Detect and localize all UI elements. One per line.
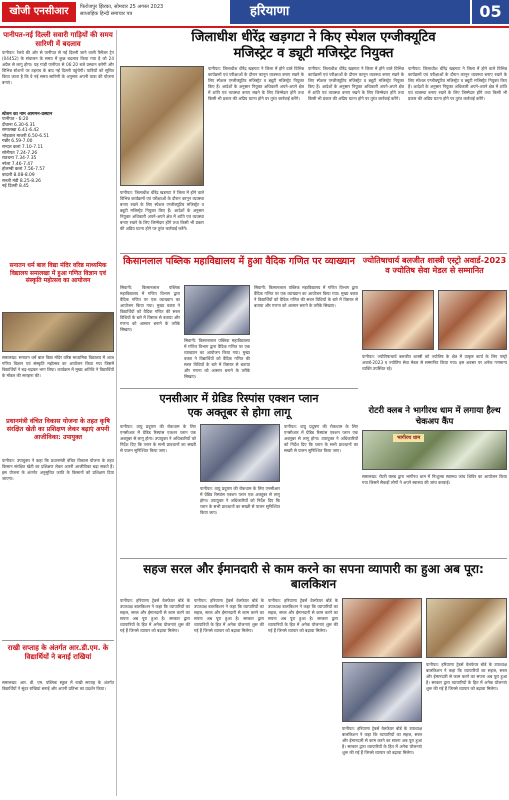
timetable-row: राठधना 7.34-7.35 <box>2 156 37 162</box>
ncr-body-col2: पानीपत: वायु प्रदूषण की रोकथाम के लिए एनसीआर में ग्रेडिड रिस्पांस एक्शन प्लान एक अक्तूबर से लागू होगा। उपायुक्त ने अधिकारियों को निर्देश दिए कि प्लान के सभी प्रावधानों का सख्ती से पालन सुनिश्चित किया जाए। <box>200 486 280 515</box>
main-story <box>120 30 507 62</box>
ncr-headline-line1: एनसीआर में ग्रेडिड रिस्पांस एक्शन प्लान <box>159 392 319 405</box>
timetable-row: पानीपत - 6:20 <box>2 117 29 122</box>
bottom-photo-1 <box>342 598 422 658</box>
story-pm-scheme <box>2 418 114 441</box>
main-headline-line1: जिलाधीश धीरेंद्र खड़गटा ने किए स्पेशल एग्जीक्यूटिव <box>191 30 436 45</box>
timetable-row: भोड़वाल माजरी 6.50-6.51 <box>2 133 50 139</box>
divider <box>120 253 507 254</box>
rakhi-headline: राखी सप्ताह के अंतर्गत आर.डी.एम. के विद्यार्थियों ने बनाई राखियां <box>7 644 109 661</box>
timetable-row: सब्जी मंडी 8.25-8.26 <box>2 178 41 184</box>
pm-scheme-headline: प्रधानमंत्री वंचित विकास योजना के तहत कृषि संरक्षित खेती का प्रशिक्षण लेकर बढ़ाएं अपनी आजीविका: उपायुक्त <box>6 418 110 441</box>
rotary-story <box>362 406 507 427</box>
main-headline-line2: मजिस्ट्रेट व ड्यूटी मजिस्ट्रेट नियुक्त <box>233 46 394 61</box>
timetable-title: स्टेशन का नाम आगमन-प्रस्थान <box>2 112 53 117</box>
college-headline: किसानलाल पब्लिक महाविद्यालय में हुआ वैदिक गणित पर व्याख्यान <box>123 256 355 267</box>
masthead <box>0 0 509 28</box>
pm-scheme-body: पानीपत: उपायुक्त ने कहा कि प्रधानमंत्री वंचित विकास योजना के तहत किसान संरक्षित खेती का प्रशिक्षण लेकर अपनी आजीविका बढ़ा सकते हैं। इस योजना के अंतर्गत अनुसूचित जाति के किसानों को प्रशिक्षण दिया जाएगा। <box>2 458 114 481</box>
masthead-rule <box>0 26 509 28</box>
college-body-col3: सिवानी: किसानलाल पब्लिक महाविद्यालय में गणित विभाग द्वारा वैदिक गणित पर एक व्याख्यान का आयोजन किया गया। मुख्य वक्ता ने विद्यार्थियों को वैदिक गणित की सरल विधियों के बारे में विस्तार से बताया और गणना को आसान बनाने के तरीके सिखाए। <box>184 338 250 379</box>
main-story-body-col3: पानीपत: जिलाधीश धीरेंद्र खड़गटा ने जिला में होने वाले विभिन्न कार्यक्रमों एवं परीक्षाओं के दौरान कानून व्यवस्था बनाए रखने के लिए स्पेशल एग्जीक्यूटिव मजिस्ट्रेट व ड्यूटी मजिस्ट्रेट नियुक्त किए हैं। आदेशों के अनुसार नियुक्त अधिकारी अपने-अपने क्षेत्र में शांति एवं व्यवस्था बनाए रखने के लिए जिम्मेदार होंगे तथा किसी भी प्रकार की अप्रिय घटना होने पर तुरंत कार्रवाई करेंगे। <box>308 66 404 101</box>
ncr-headline <box>120 392 358 420</box>
paper-name: खोजी एनसीआर <box>2 2 76 22</box>
divider <box>2 640 114 641</box>
ncr-body-col1: पानीपत: वायु प्रदूषण की रोकथाम के लिए एनसीआर में ग्रेडिड रिस्पांस एक्शन प्लान एक अक्तूबर से लागू होगा। उपायुक्त ने अधिकारियों को निर्देश दिए कि प्लान के सभी प्रावधानों का सख्ती से पालन सुनिश्चित किया जाए। <box>120 424 196 453</box>
award-photo-2 <box>438 290 507 350</box>
timetable-row: गन्नौर 6.59-7.00 <box>2 139 33 145</box>
ncr-meeting-photo <box>200 424 280 482</box>
paper-type-text: साप्ताहिक हिन्दी समाचार पत्र <box>80 11 133 17</box>
school-event-photo <box>2 312 114 352</box>
school-body: समालखा: सनातन धर्म बाल विद्या मंदिर वरिष्ठ माध्यमिक विद्यालय में आज गणित विज्ञान एवं संस्कृति महोत्सव का आयोजन किया गया जिसमें विद्यार्थियों ने बढ़-चढ़कर भाग लिया। कार्यक्रम में मुख्य अतिथि ने विद्यार्थियों के मॉडल की सराहना की। <box>2 355 114 378</box>
college-photo <box>184 285 250 335</box>
timetable-row: दीवाना 6.30-6.31 <box>2 122 36 128</box>
main-story-body-col4: पानीपत: जिलाधीश धीरेंद्र खड़गटा ने जिला में होने वाले विभिन्न कार्यक्रमों एवं परीक्षाओं के दौरान कानून व्यवस्था बनाए रखने के लिए स्पेशल एग्जीक्यूटिव मजिस्ट्रेट व ड्यूटी मजिस्ट्रेट नियुक्त किए हैं। आदेशों के अनुसार नियुक्त अधिकारी अपने-अपने क्षेत्र में शांति एवं व्यवस्था बनाए रखने के लिए जिम्मेदार होंगे तथा किसी भी प्रकार की अप्रिय घटना होने पर तुरंत कार्रवाई करेंगे। <box>408 66 507 101</box>
ncr-body-col3: पानीपत: वायु प्रदूषण की रोकथाम के लिए एनसीआर में ग्रेडिड रिस्पांस एक्शन प्लान एक अक्तूबर से लागू होगा। उपायुक्त ने अधिकारियों को निर्देश दिए कि प्लान के सभी प्रावधानों का सख्ती से पालन सुनिश्चित किया जाए। <box>284 424 358 453</box>
bottom-story <box>120 562 507 592</box>
timetable-row: सन्दल कलां 7.10-7.11 <box>2 144 44 150</box>
date-line <box>80 4 200 18</box>
bottom-photo-2 <box>426 598 507 658</box>
timetable-row: नई दिल्ली 8.45 <box>2 184 29 190</box>
main-story-photo <box>120 66 204 186</box>
award-story <box>362 256 507 276</box>
main-headline <box>120 30 507 62</box>
story-school <box>2 262 114 285</box>
rakhi-body: समालखा: आर. डी. एम. पब्लिक स्कूल में राखी सप्ताह के अंतर्गत विद्यार्थियों ने सुंदर राखियां बनाई और अपनी प्रतिभा का प्रदर्शन किया। <box>2 680 114 691</box>
college-body-col1: सिवानी: किसानलाल पब्लिक महाविद्यालय में गणित विभाग द्वारा वैदिक गणित पर एक व्याख्यान का आयोजन किया गया। मुख्य वक्ता ने विद्यार्थियों को वैदिक गणित की सरल विधियों के बारे में विस्तार से बताया और गणना को आसान बनाने के तरीके सिखाए। <box>120 285 180 332</box>
school-headline: सनातन धर्म बाल विद्या मंदिर वरिष्ठ माध्यमिक विद्यालय समालखा में हुआ गणित विज्ञान एवं संस्कृति महोत्सव का आयोजन <box>9 262 107 284</box>
rotary-body: समालखा: रोटरी क्लब द्वारा भागीरथ धाम में निःशुल्क स्वास्थ्य जांच शिविर का आयोजन किया गया जिसमें सैकड़ों लोगों ने अपने स्वास्थ्य की जांच करवाई। <box>362 474 507 485</box>
timetable-row: बादली 8.08-8.09 <box>2 172 35 178</box>
timetable-row: सोनीपत 7.24-7.26 <box>2 150 38 156</box>
left-headline-timetable: पानीपत-नई दिल्ली सवारी गाड़ियों की समय सारिणी में बदलाव <box>3 31 113 48</box>
rotary-camp-photo <box>362 430 507 470</box>
main-story-body-col2: पानीपत: जिलाधीश धीरेंद्र खड़गटा ने जिला में होने वाले विभिन्न कार्यक्रमों एवं परीक्षाओं के दौरान कानून व्यवस्था बनाए रखने के लिए स्पेशल एग्जीक्यूटिव मजिस्ट्रेट व ड्यूटी मजिस्ट्रेट नियुक्त किए हैं। आदेशों के अनुसार नियुक्त अधिकारी अपने-अपने क्षेत्र में शांति एवं व्यवस्था बनाए रखने के लिए जिम्मेदार होंगे तथा किसी भी प्रकार की अप्रिय घटना होने पर तुरंत कार्रवाई करेंगे। <box>208 66 304 101</box>
rotary-banner: भागीरथ धाम <box>393 434 424 442</box>
column-divider <box>116 30 117 796</box>
timetable-row: नरेला 7.46-7.47 <box>2 161 33 167</box>
page-number: 05 <box>472 0 509 24</box>
main-story-body-col1: पानीपत: जिलाधीश धीरेंद्र खड़गटा ने जिला में होने वाले विभिन्न कार्यक्रमों एवं परीक्षाओं के दौरान कानून व्यवस्था बनाए रखने के लिए स्पेशल एग्जीक्यूटिव मजिस्ट्रेट व ड्यूटी मजिस्ट्रेट नियुक्त किए हैं। आदेशों के अनुसार नियुक्त अधिकारी अपने-अपने क्षेत्र में शांति एवं व्यवस्था बनाए रखने के लिए जिम्मेदार होंगे तथा किसी भी प्रकार की अप्रिय घटना होने पर तुरंत कार्रवाई करेंगे। <box>120 190 204 231</box>
bottom-body-col4: पानीपत: हरियाणा ट्रेडर्स वेलफेयर बोर्ड के उपाध्यक्ष बालकिशन ने कहा कि व्यापारियों का सहज, सरल और ईमानदारी से काम करने का सपना अब पूरा हुआ है। सरकार द्वारा व्यापारियों के हित में अनेक योजनाएं शुरू की गई हैं जिनसे व्यापार को बढ़ावा मिलेगा। <box>426 662 507 691</box>
divider <box>120 388 358 389</box>
college-body-col2: सिवानी: किसानलाल पब्लिक महाविद्यालय में गणित विभाग द्वारा वैदिक गणित पर एक व्याख्यान का आयोजन किया गया। मुख्य वक्ता ने विद्यार्थियों को वैदिक गणित की सरल विधियों के बारे में विस्तार से बताया और गणना को आसान बनाने के तरीके सिखाए। <box>254 285 358 308</box>
bottom-photo-3 <box>342 662 422 722</box>
rotary-headline: रोटरी क्लब ने भागीरथ धाम में लगाया हैल्थ चेकअप कैंप <box>368 406 501 427</box>
bottom-body-col1: पानीपत: हरियाणा ट्रेडर्स वेलफेयर बोर्ड के उपाध्यक्ष बालकिशन ने कहा कि व्यापारियों का सहज, सरल और ईमानदारी से काम करने का सपना अब पूरा हुआ है। सरकार द्वारा व्यापारियों के हित में अनेक योजनाएं शुरू की गई हैं जिनसे व्यापार को बढ़ावा मिलेगा। <box>120 598 190 633</box>
timetable-list <box>2 117 114 190</box>
bottom-body-col2: पानीपत: हरियाणा ट्रेडर्स वेलफेयर बोर्ड के उपाध्यक्ष बालकिशन ने कहा कि व्यापारियों का सहज, सरल और ईमानदारी से काम करने का सपना अब पूरा हुआ है। सरकार द्वारा व्यापारियों के हित में अनेक योजनाएं शुरू की गई हैं जिनसे व्यापार को बढ़ावा मिलेगा। <box>194 598 264 633</box>
left-story-body: पानीपत: रेलवे की ओर से पानीपत से नई दिल्ली जाने वाली पैसेंजर ट्रेन (04452) के संचालन के समय में कुछ बदलाव किया गया है जो 24 अप्रैल से लागू होगा। यह गाड़ी पानीपत से 06:20 बजे प्रस्थान करेगी और विभिन्न स्टेशनों पर ठहराव के बाद नई दिल्ली पहुंचेगी। यात्रियों को सूचित किया जाता है कि वे नई समय सारिणी के अनुसार अपनी यात्रा की योजना बनाएं। <box>2 50 114 85</box>
bottom-headline: सहज सरल और ईमानदारी से काम करने का सपना व्यापारी का हुआ अब पूरा: बालकिशन <box>143 562 484 591</box>
date-text: फिरोजपुर झिरका, सोमवार 25 अगस्त 2023 <box>80 4 164 10</box>
college-story <box>120 256 358 268</box>
story-rakhi <box>2 644 114 661</box>
section-title: हरियाणा <box>230 0 470 24</box>
award-photo-1 <box>362 290 434 350</box>
divider <box>120 558 507 559</box>
award-body: पानीपत: ज्योतिषाचार्य बलजीत शास्त्री को ज्योतिष के क्षेत्र में उत्कृष्ट कार्य के लिए एस्ट्रो अवार्ड-2023 व ज्योतिष सेवा मेडल से सम्मानित किया गया। इस अवसर पर अनेक गणमान्य व्यक्ति उपस्थित रहे। <box>362 354 507 371</box>
bottom-body-col5: पानीपत: हरियाणा ट्रेडर्स वेलफेयर बोर्ड के उपाध्यक्ष बालकिशन ने कहा कि व्यापारियों का सहज, सरल और ईमानदारी से काम करने का सपना अब पूरा हुआ है। सरकार द्वारा व्यापारियों के हित में अनेक योजनाएं शुरू की गई हैं जिनसे व्यापार को बढ़ावा मिलेगा। <box>342 726 422 755</box>
timetable-row: समालखा 6.41-6.42 <box>2 128 39 134</box>
award-headline: ज्योतिषाचार्य बलजीत शास्त्री एस्ट्रो अवार्ड-2023 व ज्योतिष सेवा मेडल से सम्मानित <box>362 256 507 275</box>
ncr-headline-line2: एक अक्तूबर से होगा लागू <box>187 406 291 419</box>
ncr-story <box>120 392 358 420</box>
bottom-body-col3: पानीपत: हरियाणा ट्रेडर्स वेलफेयर बोर्ड के उपाध्यक्ष बालकिशन ने कहा कि व्यापारियों का सहज, सरल और ईमानदारी से काम करने का सपना अब पूरा हुआ है। सरकार द्वारा व्यापारियों के हित में अनेक योजनाएं शुरू की गई हैं जिनसे व्यापार को बढ़ावा मिलेगा। <box>268 598 338 633</box>
timetable-row: होलम्बी कलां 7.56-7.57 <box>2 167 45 173</box>
